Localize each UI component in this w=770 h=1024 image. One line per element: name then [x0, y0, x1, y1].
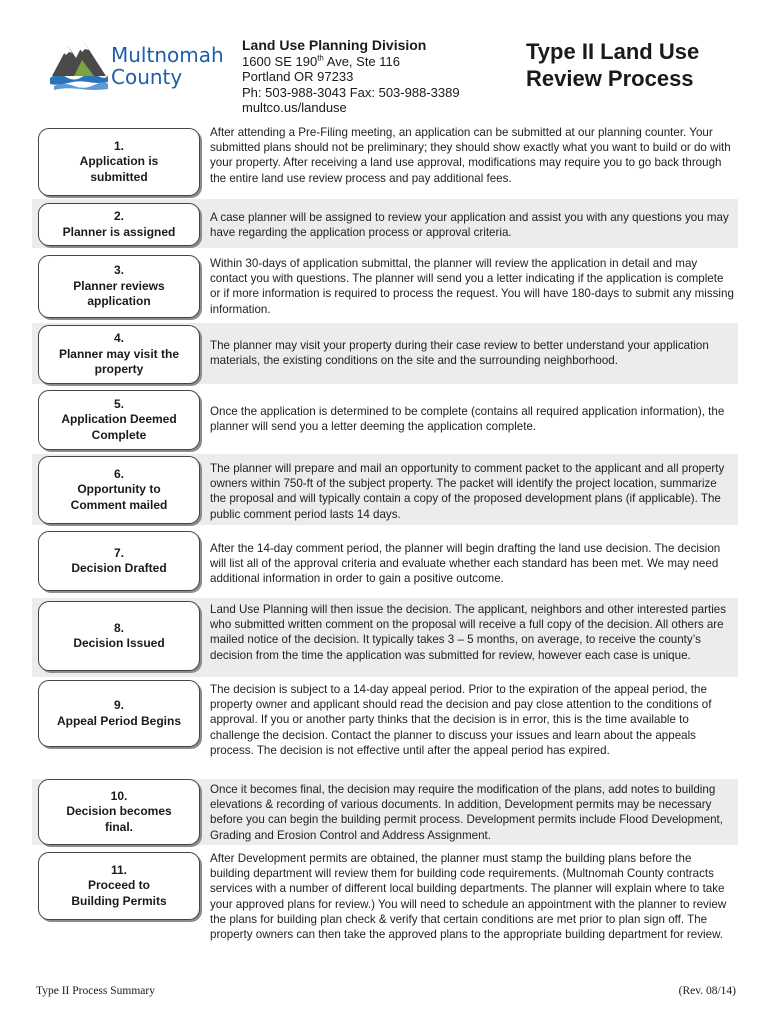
step-11-description: After Development permits are obtained, the planner must stamp the building plans before the building department will review them for building code requirements. (Multnomah County contracts services with a number of different local building departments. The planner will explain where to take your approved plans for review.) You will need to schedule an appointment with the planner to review the plans for building plan check & verify that certain conditions are met prior to plan sign off. The property owners can then take the approved plans to the appropriate building department for review.: [210, 852, 727, 942]
step-7-box: [38, 531, 200, 591]
step-4-box: [38, 325, 200, 384]
step-number: 6.: [113, 466, 124, 481]
division-address: [242, 54, 492, 70]
step-number: 4.: [113, 331, 124, 346]
step-3-description: Within 30-days of application submittal, the planner will review the application in detail and may contact you with questions. The planner will send you a letter indicating if the application is complete or if more information is required to process the request. You will have 180-days to submit any missing information.: [210, 257, 734, 316]
step-label: Planner may visit the property: [58, 346, 180, 377]
step-9-description: The decision is subject to a 14-day appeal period. Prior to the expiration of the appeal period, the property owner and applicant should read the decision and pay close attention to the conditions of approval. If you or another party thinks that the decision is in error, this is the time available to challenge the decision. Contact the planner to discuss your issues and learn about the appeals process. The decision is not effective until after the appeal period has expired.: [210, 683, 712, 757]
logo-wordmark: [111, 44, 231, 88]
step-6-description: The planner will prepare and mail an opportunity to comment packet to the applicant and all property owners within 750-ft of the subject property. The packet will identify the project location, summarize the proposal and will typically contain a copy of the proposed development plans (if applicable). The public comment period lasts 14 days.: [210, 462, 725, 521]
step-4-description: The planner may visit your property during their case review to better understand your application materials, the existing conditions on the site and the surrounding neighborhood.: [210, 339, 709, 368]
step-label: Planner reviews application: [73, 278, 165, 309]
step-number: 5.: [113, 396, 124, 411]
step-number: 1.: [113, 138, 124, 153]
step-number: 2.: [113, 209, 124, 223]
step-2-description: A case planner will be assigned to review your application and assist you with any questions you may have regarding the application process or approval criteria.: [210, 211, 729, 240]
step-number: 10.: [110, 788, 128, 803]
step-6-box: [38, 456, 200, 524]
logo-line-2: County: [111, 65, 183, 89]
step-10-description: Once it becomes final, the decision may require the modification of the plans, add notes to building elevations & recording of various documents. In addition, Development permits may be necessary before you can begin the building permit process. Development permits include Flood Development, Grading and Erosion Control and Address Assignment.: [210, 783, 723, 842]
step-11-box: [38, 852, 200, 920]
step-label: Application is submitted: [79, 154, 159, 184]
address-prefix: 1600 SE 190: [242, 53, 318, 69]
step-1-box: [38, 128, 200, 196]
division-contact: [242, 38, 492, 116]
document-title-line-2: Review Process: [526, 66, 694, 91]
step-8-description: Land Use Planning will then issue the decision. The applicant, neighbors and other interested parties who submitted written comment on the proposal will receive a full copy of the decision. All others are mailed notice of the decision. It typically takes 3 – 5 months, on average, to receive the county’s decision from the time the application was submitted for review, however each case is unique.: [210, 603, 727, 662]
division-city: Portland OR 97233: [242, 69, 354, 84]
step-label: Decision becomes final.: [66, 804, 172, 834]
address-sup: th: [317, 53, 324, 63]
logo-line-1: Multnomah: [111, 43, 224, 67]
step-number: 3.: [113, 263, 124, 278]
step-3-box: [38, 255, 200, 318]
step-label: Application Deemed Complete: [61, 412, 177, 442]
step-number: 8.: [113, 620, 124, 635]
step-label: Appeal Period Begins: [56, 713, 182, 728]
footer-document-name: Type II Process Summary: [36, 985, 155, 997]
step-label: Opportunity to Comment mailed: [70, 482, 168, 512]
step-number: 11.: [110, 862, 128, 877]
mountain-logo-icon: [48, 36, 110, 92]
division-web[interactable]: multco.us/landuse: [242, 100, 347, 115]
step-label: Decision Drafted: [71, 561, 167, 575]
document-title-line-1: Type II Land Use: [526, 39, 700, 64]
division-title: Land Use Planning Division: [242, 37, 427, 53]
step-5-description: Once the application is determined to be complete (contains all required application information), the planner will send you a letter deeming the application complete.: [210, 405, 725, 434]
step-9-box: [38, 680, 200, 747]
footer-revision: (Rev. 08/14): [678, 985, 736, 997]
step-10-box: [38, 779, 200, 845]
document-title: [526, 38, 746, 92]
step-2-box: [38, 203, 200, 246]
step-label: Proceed to Building Permits: [71, 878, 167, 908]
step-number: 7.: [113, 545, 124, 560]
address-suffix: Ave, Ste 116: [323, 53, 400, 69]
county-logo: [48, 36, 228, 94]
step-8-box: [38, 601, 200, 671]
division-phone: Ph: 503-988-3043 Fax: 503-988-3389: [242, 84, 460, 100]
step-5-box: [38, 390, 200, 450]
step-number: 9.: [113, 698, 124, 712]
step-1-description: After attending a Pre-Filing meeting, an application can be submitted at our planning counter. Your submitted plans should not be preliminary; they should show exactly what you want to build or do with your property. After receiving a land use approval, modifications may require you to go back through the entire land use review process and pay additional fees.: [210, 126, 731, 185]
step-label: Decision Issued: [73, 636, 165, 650]
step-label: Planner is assigned: [62, 224, 176, 239]
step-7-description: After the 14-day comment period, the planner will begin drafting the land use decision. The decision will list all of the approval criteria and evaluate whether each standard has been met. We may need additional information in order to gain a positive outcome.: [210, 542, 721, 586]
